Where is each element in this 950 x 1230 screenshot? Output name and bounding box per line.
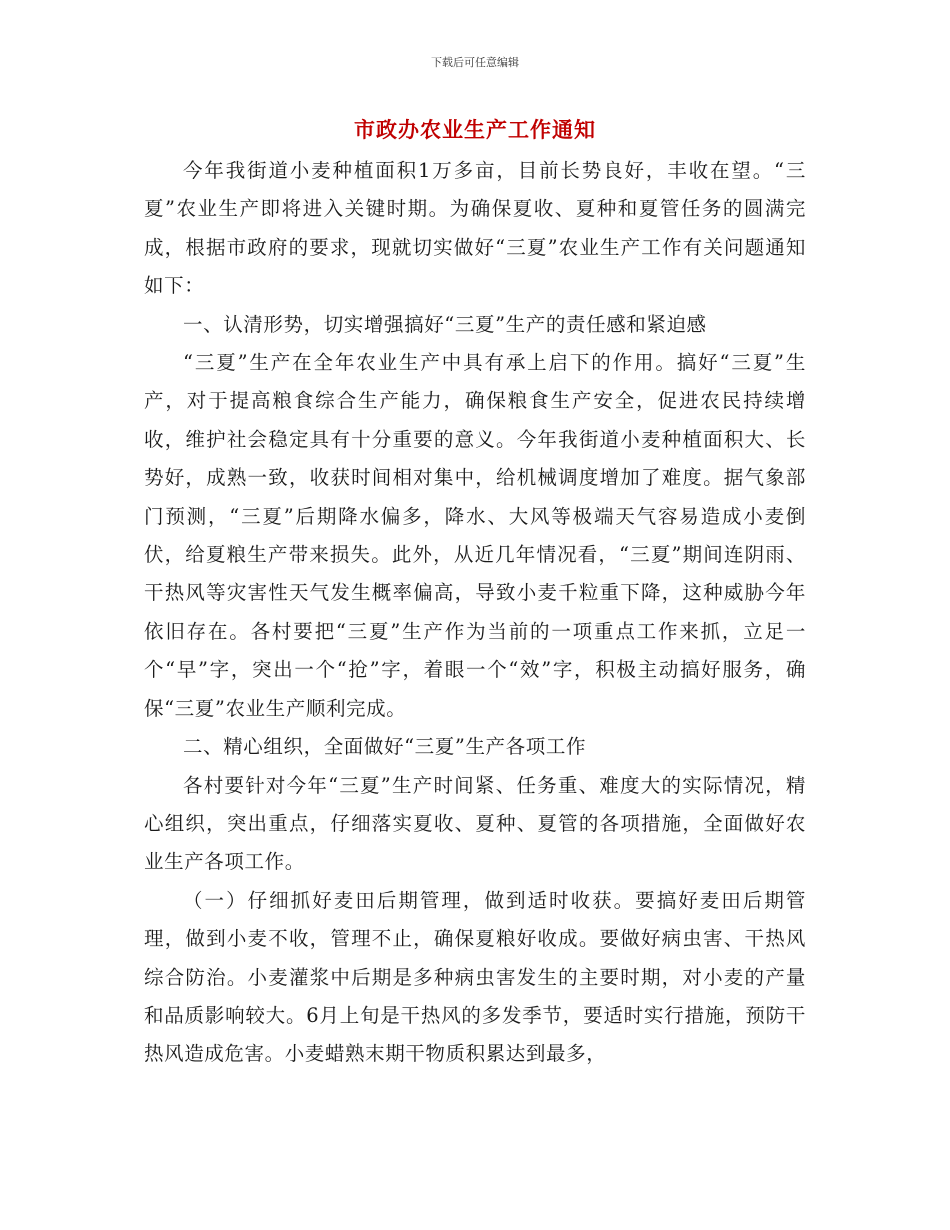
paragraph-section-2: 各村要针对今年“三夏”生产时间紧、任务重、难度大的实际情况，精心组织，突出重点，仔细落实夏收、夏种、夏管的各项措施，全面做好农业生产各项工作。 xyxy=(144,773,806,874)
document-title: 市政办农业生产工作通知 xyxy=(354,118,596,142)
header-note: 下载后可任意编辑 xyxy=(431,56,519,69)
paragraph-subsection-1: （一）仔细抓好麦田后期管理，做到适时收获。要搞好麦田后期管理，做到小麦不收，管理不止，确保夏粮好收成。要做好病虫害、干热风综合防治。小麦灌浆中后期是多种病虫害发生的主要时期，对小麦的产量和品质影响较大。6月上旬是干热风的多发季节，要适时实行措施，预防干热风造成危害。小麦蜡熟末期干物质积累达到最多， xyxy=(144,888,806,1066)
document-body xyxy=(144,152,806,1074)
section-heading-2: 二、精心组织，全面做好“三夏”生产各项工作 xyxy=(183,735,587,759)
section-heading-1: 一、认清形势，切实增强搞好“三夏”生产的责任感和紧迫感 xyxy=(183,312,707,336)
paragraph-section-1: “三夏”生产在全年农业生产中具有承上启下的作用。搞好“三夏”生产，对于提高粮食综合生产能力，确保粮食生产安全，促进农民持续增收，维护社会稳定具有十分重要的意义。今年我街道小麦种植面积大、长势好，成熟一致，收获时间相对集中，给机械调度增加了难度。据气象部门预测，“三夏”后期降水偏多，降水、大风等极端天气容易造成小麦倒伏，给夏粮生产带来损失。此外，从近几年情况看，“三夏”期间连阴雨、干热风等灾害性天气发生概率偏高，导致小麦千粒重下降，这种威胁今年依旧存在。各村要把“三夏”生产作为当前的一项重点工作来抓，立足一个“早”字，突出一个“抢”字，着眼一个“效”字，积极主动搞好服务，确保“三夏”农业生产顺利完成。 xyxy=(144,351,806,720)
paragraph-intro: 今年我街道小麦种植面积1万多亩，目前长势良好，丰收在望。“三夏”农业生产即将进入关键时期。为确保夏收、夏种和夏管任务的圆满完成，根据市政府的要求，现就切实做好“三夏”农业生产工作有关问题通知如下： xyxy=(144,159,806,298)
